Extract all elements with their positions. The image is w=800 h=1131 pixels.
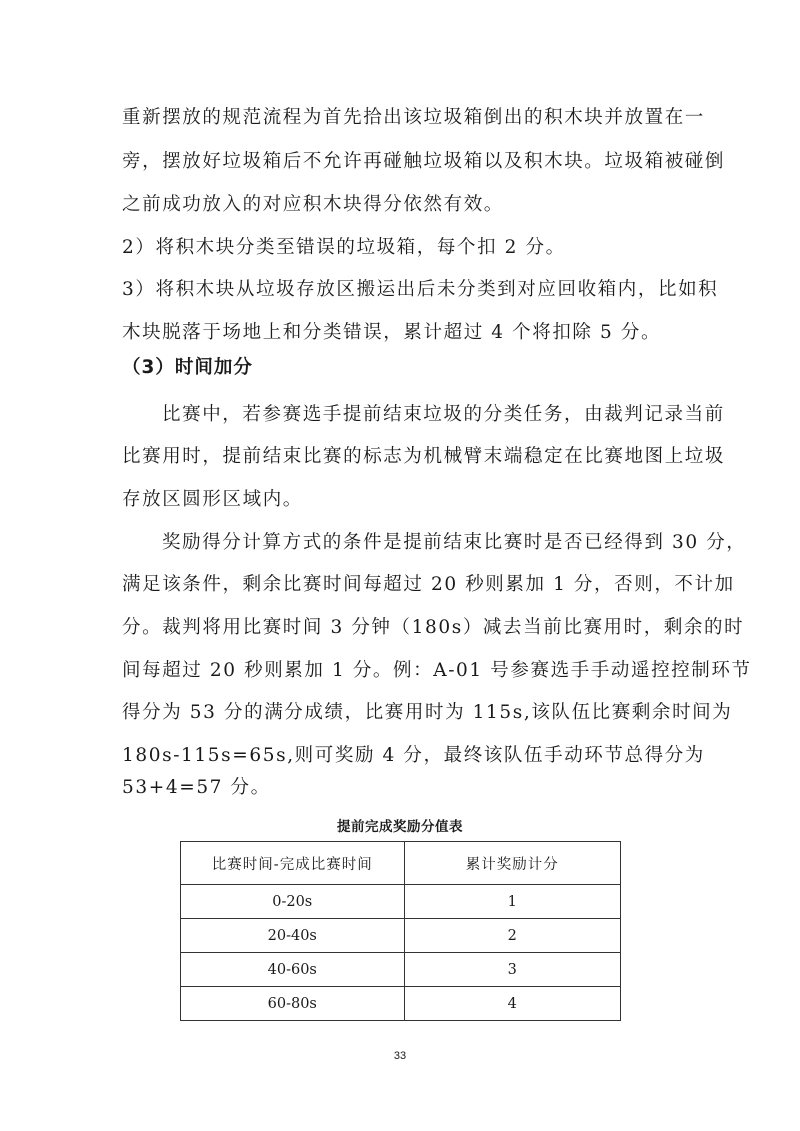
table-cell: 20-40s (181, 919, 405, 953)
table-cell: 1 (404, 885, 621, 919)
table-row (181, 885, 621, 919)
body-line: 3）将积木块从垃圾存放区搬运出后未分类到对应回收箱内，比如积 (122, 279, 719, 300)
table-cell: 2 (404, 919, 621, 953)
page-number: 33 (393, 1050, 407, 1062)
paragraph-line: 得分为 53 分的满分成绩，比赛用时为 115s,该队伍比赛剩余时间为 (122, 702, 733, 723)
paragraph-line: 比赛中，若参赛选手提前结束垃圾的分类任务，由裁判记录当前 (162, 404, 725, 425)
body-line: 重新摆放的规范流程为首先拾出该垃圾箱倒出的积木块并放置在一 (122, 107, 705, 128)
body-line: 2）将积木块分类至错误的垃圾箱，每个扣 2 分。 (122, 237, 566, 258)
table-row (181, 919, 621, 953)
table-cell: 3 (404, 953, 621, 987)
paragraph-line: 满足该条件，剩余比赛时间每超过 20 秒则累加 1 分，否则，不计加 (122, 574, 735, 595)
table-cell: 60-80s (181, 987, 405, 1021)
body-line: 之前成功放入的对应积木块得分依然有效。 (122, 194, 504, 215)
paragraph-line: 存放区圆形区域内。 (122, 489, 303, 510)
table-header-cell: 累计奖励计分 (404, 842, 621, 885)
paragraph-line: 分。裁判将用比赛时间 3 分钟（180s）减去当前比赛用时，剩余的时 (122, 617, 745, 638)
body-line: 木块脱落于场地上和分类错误，累计超过 4 个将扣除 5 分。 (122, 322, 662, 343)
table-cell: 40-60s (181, 953, 405, 987)
table-row (181, 953, 621, 987)
table-caption: 提前完成奖励分值表 (337, 819, 463, 835)
paragraph-line: 奖励得分计算方式的条件是提前结束比赛时是否已经得到 30 分， (162, 532, 747, 553)
table-header-row (181, 842, 621, 885)
table-row (181, 987, 621, 1021)
paragraph-line: 比赛用时，提前结束比赛的标志为机械臂末端稳定在比赛地图上垃圾 (122, 446, 726, 467)
paragraph-line: 180s-115s=65s,则可奖励 4 分，最终该队伍手动环节总得分为 (122, 745, 705, 766)
table-cell: 4 (404, 987, 621, 1021)
body-line: 旁，摆放好垃圾箱后不允许再碰触垃圾箱以及积木块。垃圾箱被碰倒 (122, 151, 726, 172)
paragraph-line: 53+4=57 分。 (122, 777, 271, 798)
table-header-cell: 比赛时间-完成比赛时间 (181, 842, 405, 885)
section-heading: （3）时间加分 (122, 357, 253, 378)
reward-score-table (180, 841, 621, 1021)
paragraph-line: 间每超过 20 秒则累加 1 分。例：A-01 号参赛选手手动遥控控制环节 (122, 660, 752, 681)
table-cell: 0-20s (181, 885, 405, 919)
